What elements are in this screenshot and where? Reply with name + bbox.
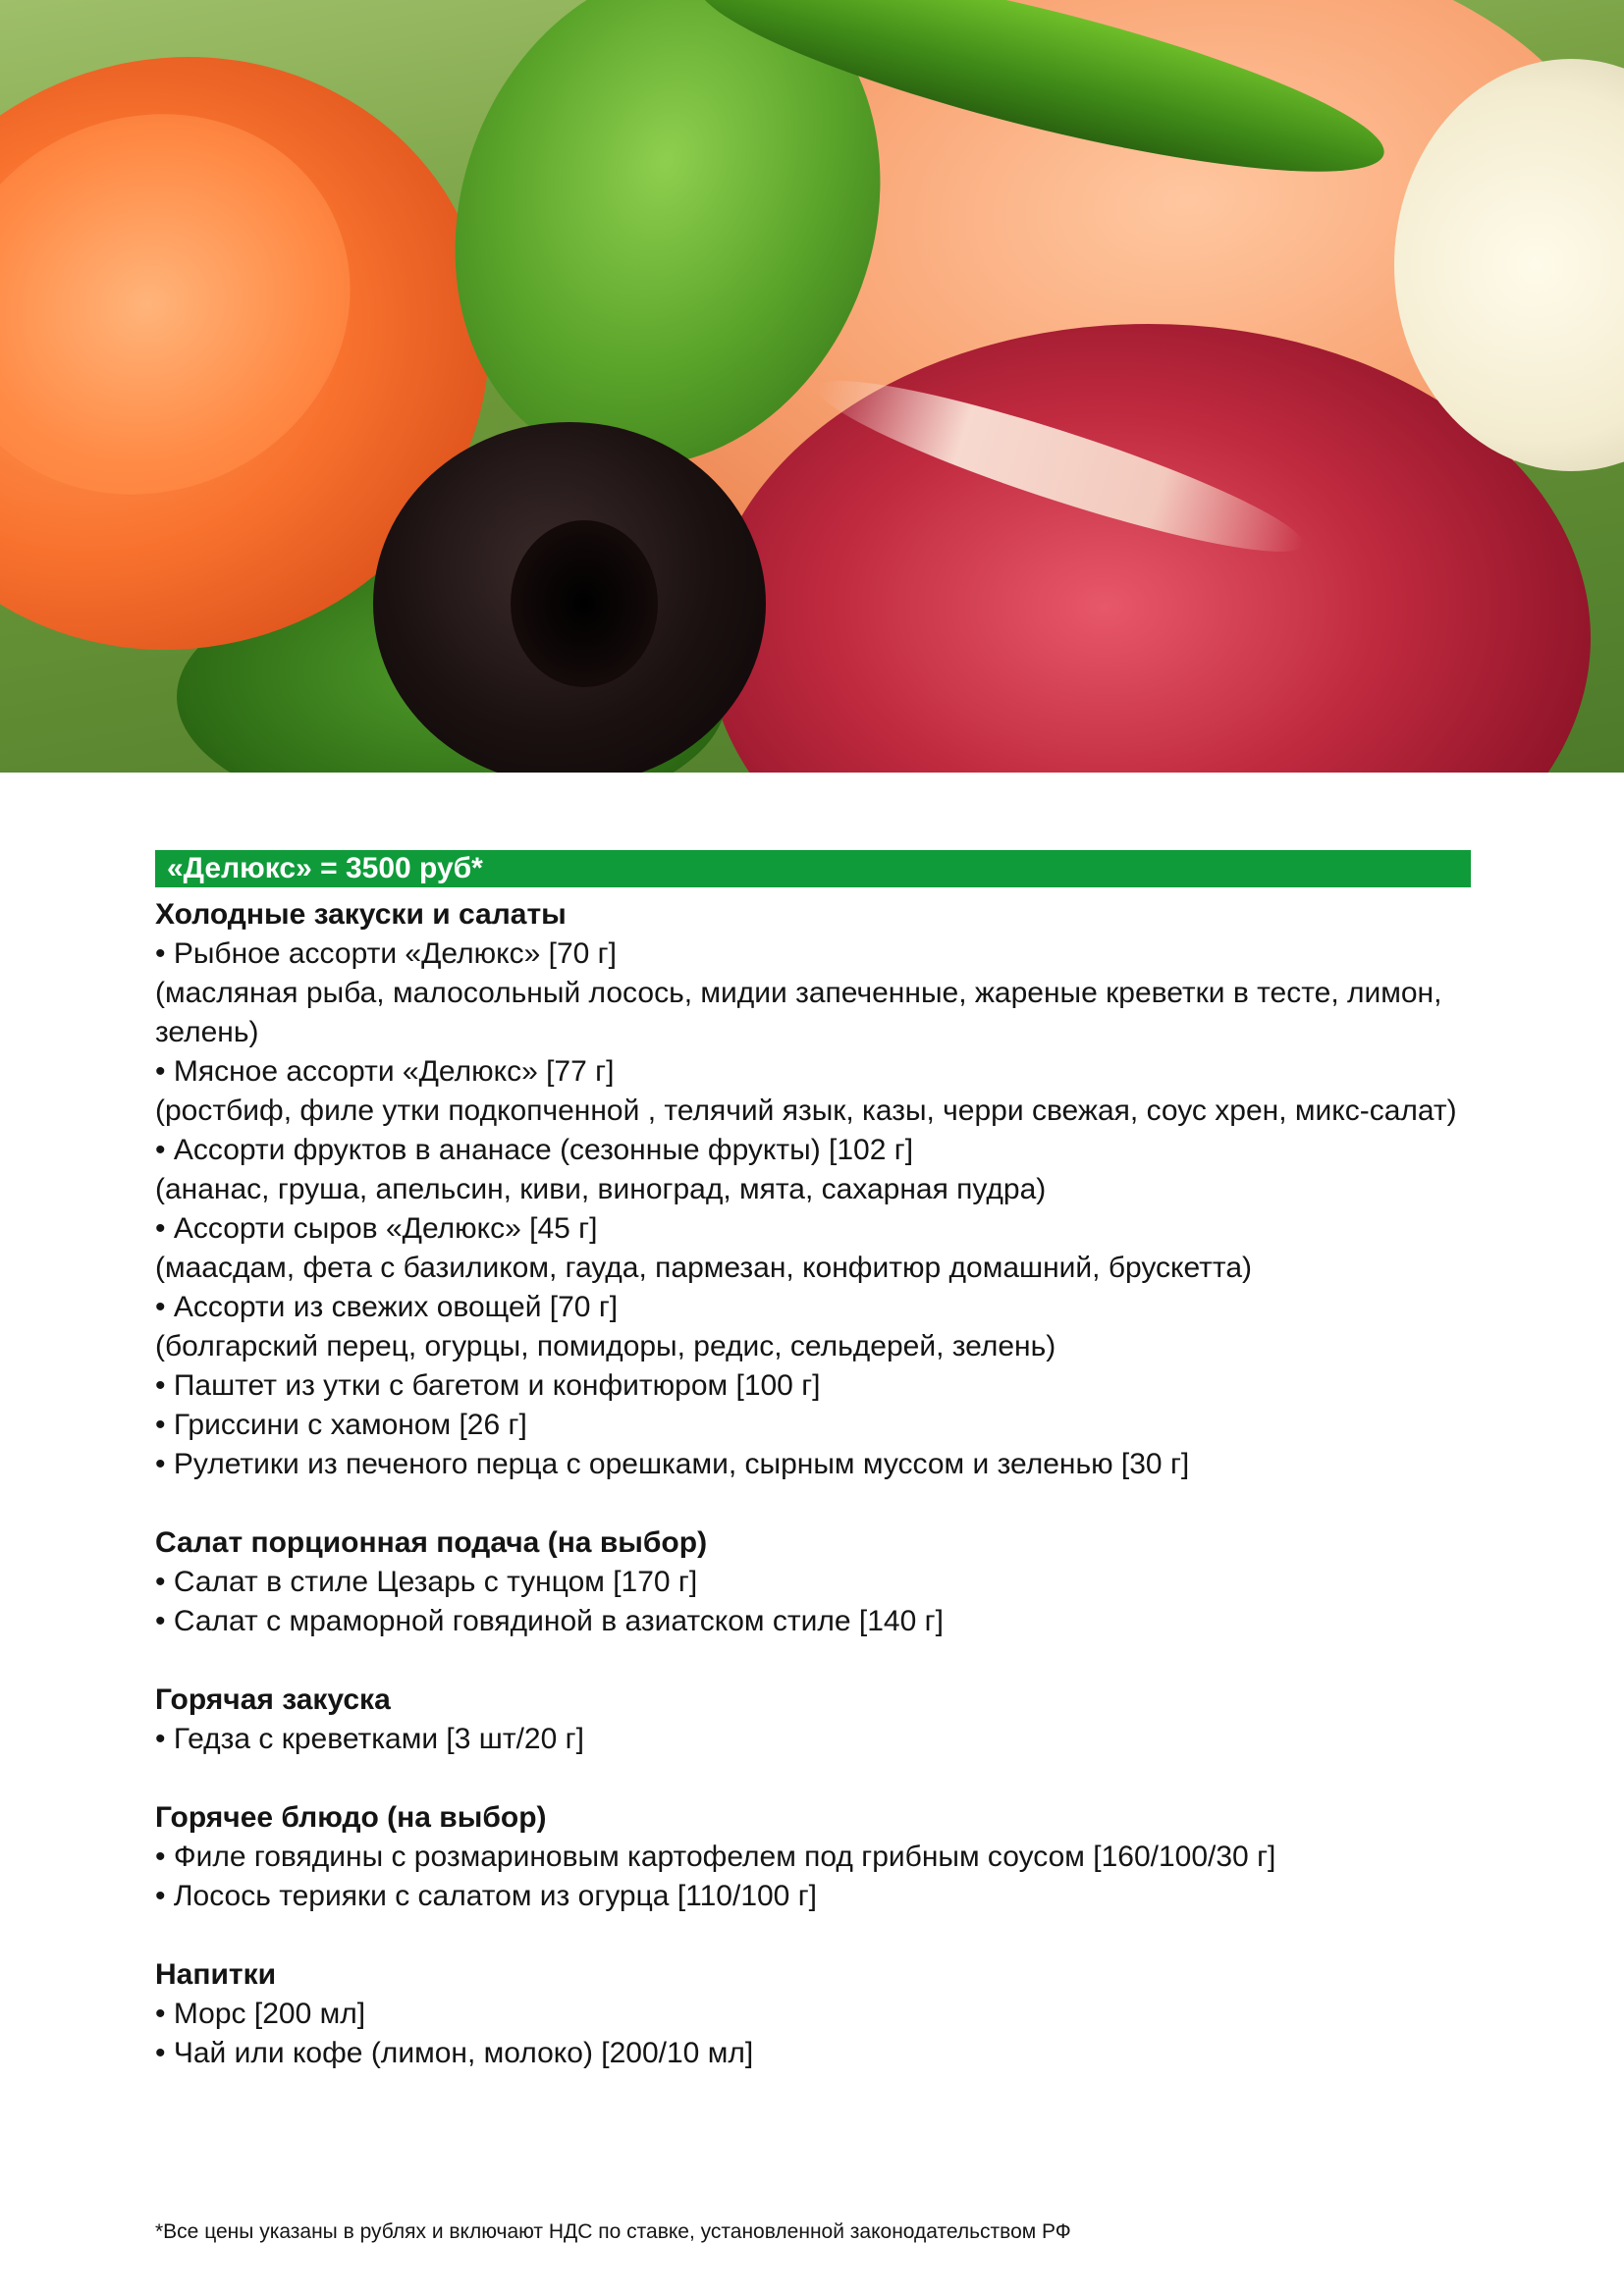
- menu-item: [155, 1131, 1471, 1209]
- menu-item: [155, 1602, 1471, 1641]
- menu-title: «Делюкс» = 3500 руб*: [155, 850, 1471, 887]
- menu-item: [155, 1995, 1471, 2034]
- menu-content: [155, 850, 1471, 2112]
- menu-item-name: • Рыбное ассорти «Делюкс» [70 г]: [155, 937, 617, 970]
- menu-item: [155, 1406, 1471, 1445]
- menu-item: [155, 1720, 1471, 1759]
- menu-item-name: • Филе говядины с розмариновым картофелем под грибным соусом [160/100/30 г]: [155, 1841, 1275, 1873]
- menu-item-name: • Лосось терияки с салатом из огурца [110/100 г]: [155, 1880, 817, 1912]
- menu-item-name: • Мясное ассорти «Делюкс» [77 г]: [155, 1055, 614, 1088]
- menu-item: [155, 1877, 1471, 1916]
- menu-item: [155, 1288, 1471, 1366]
- menu-sections: [155, 895, 1471, 2073]
- menu-section: [155, 1955, 1471, 2073]
- menu-item: [155, 1209, 1471, 1288]
- menu-item: [155, 1563, 1471, 1602]
- menu-item-name: • Паштет из утки с багетом и конфитюром [100 г]: [155, 1369, 820, 1402]
- menu-item-name: • Салат с мраморной говядиной в азиатском стиле [140 г]: [155, 1605, 944, 1637]
- section-heading: Салат порционная подача (на выбор): [155, 1526, 708, 1559]
- menu-item-name: • Рулетики из печеного перца с орешками, сырным муссом и зеленью [30 г]: [155, 1448, 1189, 1480]
- section-heading: Горячая закуска: [155, 1683, 391, 1716]
- section-heading: Напитки: [155, 1958, 277, 1991]
- menu-section: [155, 1798, 1471, 1916]
- menu-item-name: • Ассорти сыров «Делюкс» [45 г]: [155, 1212, 597, 1245]
- menu-section: [155, 1681, 1471, 1759]
- menu-item-description: (ростбиф, филе утки подкопченной , телячий язык, казы, черри свежая, соус хрен, микс-салат): [155, 1095, 1457, 1127]
- section-heading: Горячее блюдо (на выбор): [155, 1801, 547, 1834]
- menu-item-description: (болгарский перец, огурцы, помидоры, редис, сельдерей, зелень): [155, 1330, 1056, 1362]
- menu-item: [155, 1052, 1471, 1131]
- menu-item-name: • Салат в стиле Цезарь с тунцом [170 г]: [155, 1566, 697, 1598]
- menu-item: [155, 1838, 1471, 1877]
- menu-item-name: • Гедза с креветками [3 шт/20 г]: [155, 1723, 584, 1755]
- menu-section: [155, 1523, 1471, 1641]
- hero-food-photo: [0, 0, 1624, 773]
- menu-item-name: • Гриссини с хамоном [26 г]: [155, 1409, 527, 1441]
- menu-item-description: (ананас, груша, апельсин, киви, виноград, мята, сахарная пудра): [155, 1173, 1047, 1205]
- footnote: *Все цены указаны в рублях и включают НДС по ставке, установленной законодательством РФ: [155, 2220, 1071, 2243]
- olive-hole: [511, 520, 658, 687]
- menu-item: [155, 934, 1471, 1052]
- menu-item-name: • Ассорти из свежих овощей [70 г]: [155, 1291, 618, 1323]
- menu-item: [155, 2034, 1471, 2073]
- menu-item-name: • Чай или кофе (лимон, молоко) [200/10 мл]: [155, 2037, 753, 2069]
- menu-item: [155, 1366, 1471, 1406]
- menu-item-description: (маасдам, фета с базиликом, гауда, пармезан, конфитюр домашний, брускетта): [155, 1252, 1252, 1284]
- menu-item-name: • Морс [200 мл]: [155, 1998, 365, 2030]
- menu-item-description: (масляная рыба, малосольный лосось, мидии запеченные, жареные креветки в тесте, лимон, зелень): [155, 977, 1442, 1048]
- menu-item-name: • Ассорти фруктов в ананасе (сезонные фрукты) [102 г]: [155, 1134, 913, 1166]
- menu-section: [155, 895, 1471, 1484]
- menu-item: [155, 1445, 1471, 1484]
- section-heading: Холодные закуски и салаты: [155, 898, 567, 931]
